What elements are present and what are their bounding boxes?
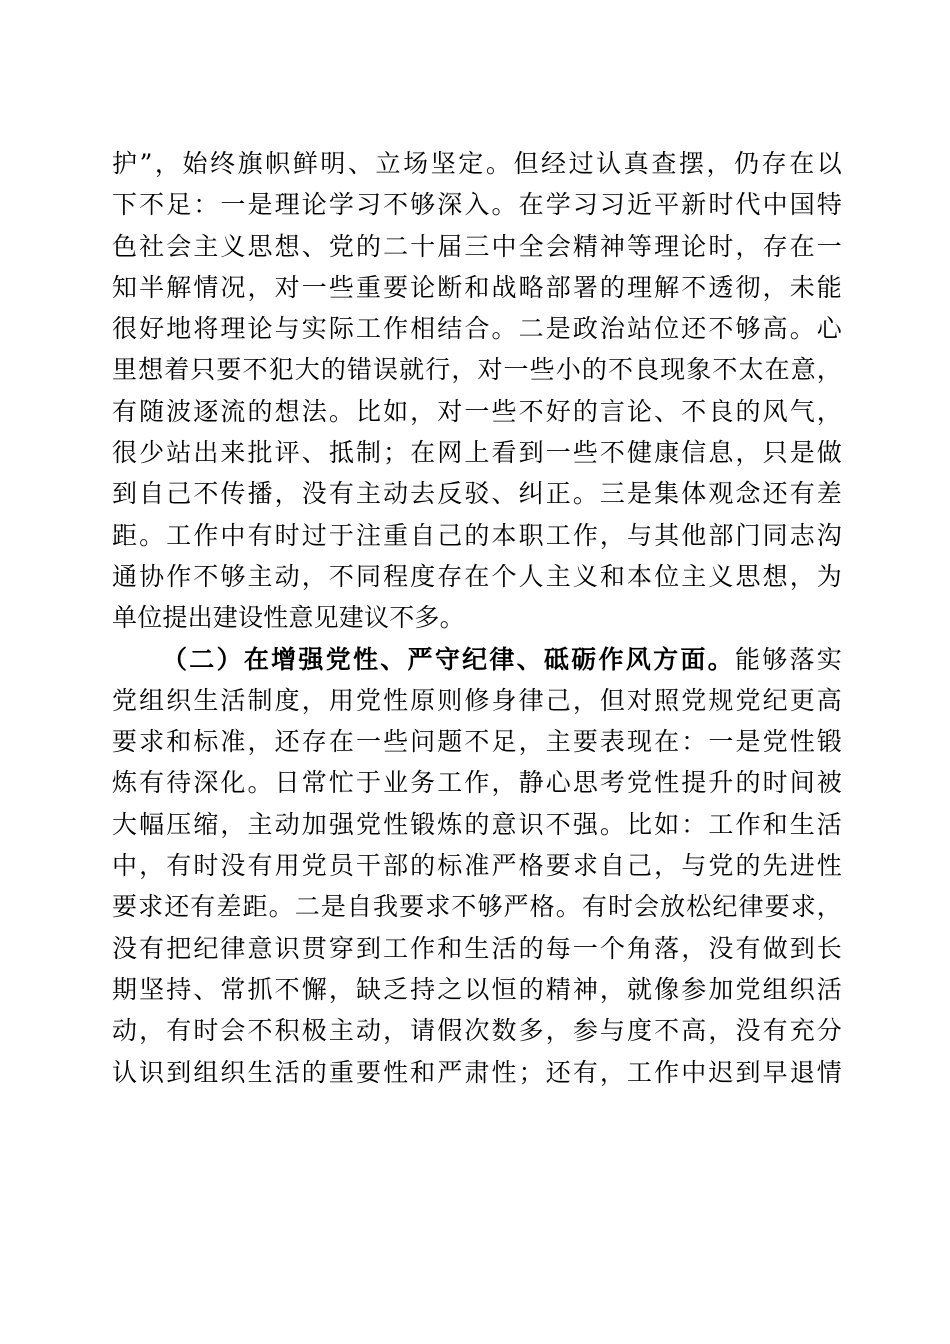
section-line-10: 认识到组织生活的重要性和严肃性；还有，工作中迟到早退情 [112, 1057, 842, 1087]
section-first-line-rest: 能够落实 [734, 644, 843, 674]
body-line-6: 里想着只要不犯大的错误就行，对一些小的不良现象不太在意， [112, 355, 842, 385]
section-line-6: 要求还有差距。二是自我要求不够严格。有时会放松纪律要求， [112, 892, 842, 922]
body-line-1: 护”，始终旗帜鲜明、立场坚定。但经过认真查摆，仍存在以 [112, 149, 842, 178]
section-line-7: 没有把纪律意识贯穿到工作和生活的每一个角落，没有做到长 [112, 933, 842, 963]
section-line-4: 大幅压缩，主动加强党性锻炼的意识不强。比如：工作和生活 [112, 809, 842, 839]
section-heading: （二）在增强党性、严守纪律、砥砺作风方面。 [162, 644, 735, 674]
section-heading-line [112, 639, 842, 680]
section-line-5: 中，有时没有用党员干部的标准严格要求自己，与党的先进性 [112, 851, 842, 881]
body-line-2: 下不足：一是理论学习不够深入。在学习习近平新时代中国特 [112, 190, 842, 220]
section-line-2: 要求和标准，还存在一些问题不足，主要表现在：一是党性锻 [112, 727, 842, 757]
document-body [112, 143, 842, 1093]
section-line-1: 党组织生活制度，用党性原则修身律己，但对照党规党纪更高 [112, 685, 842, 715]
body-line-12: 单位提出建设性意见建议不多。 [112, 603, 465, 633]
section-line-9: 动，有时会不积极主动，请假次数多，参与度不高，没有充分 [112, 1016, 842, 1046]
body-line-3: 色社会主义思想、党的二十届三中全会精神等理论时，存在一 [112, 231, 842, 261]
body-line-5: 很好地将理论与实际工作相结合。二是政治站位还不够高。心 [112, 314, 842, 344]
section-line-8: 期坚持、常抓不懈，缺乏持之以恒的精神，就像参加党组织活 [112, 974, 842, 1004]
body-line-10: 距。工作中有时过于注重自己的本职工作，与其他部门同志沟 [112, 520, 842, 550]
body-line-4: 知半解情况，对一些重要论断和战略部署的理解不透彻，未能 [112, 272, 842, 302]
body-line-8: 很少站出来批评、抵制；在网上看到一些不健康信息，只是做 [112, 438, 842, 468]
section-line-3: 炼有待深化。日常忙于业务工作，静心思考党性提升的时间被 [112, 768, 842, 798]
body-line-9: 到自己不传播，没有主动去反驳、纠正。三是集体观念还有差 [112, 479, 842, 509]
body-line-11: 通协作不够主动，不同程度存在个人主义和本位主义思想，为 [112, 561, 842, 591]
body-line-7: 有随波逐流的想法。比如，对一些不好的言论、不良的风气， [112, 396, 842, 426]
